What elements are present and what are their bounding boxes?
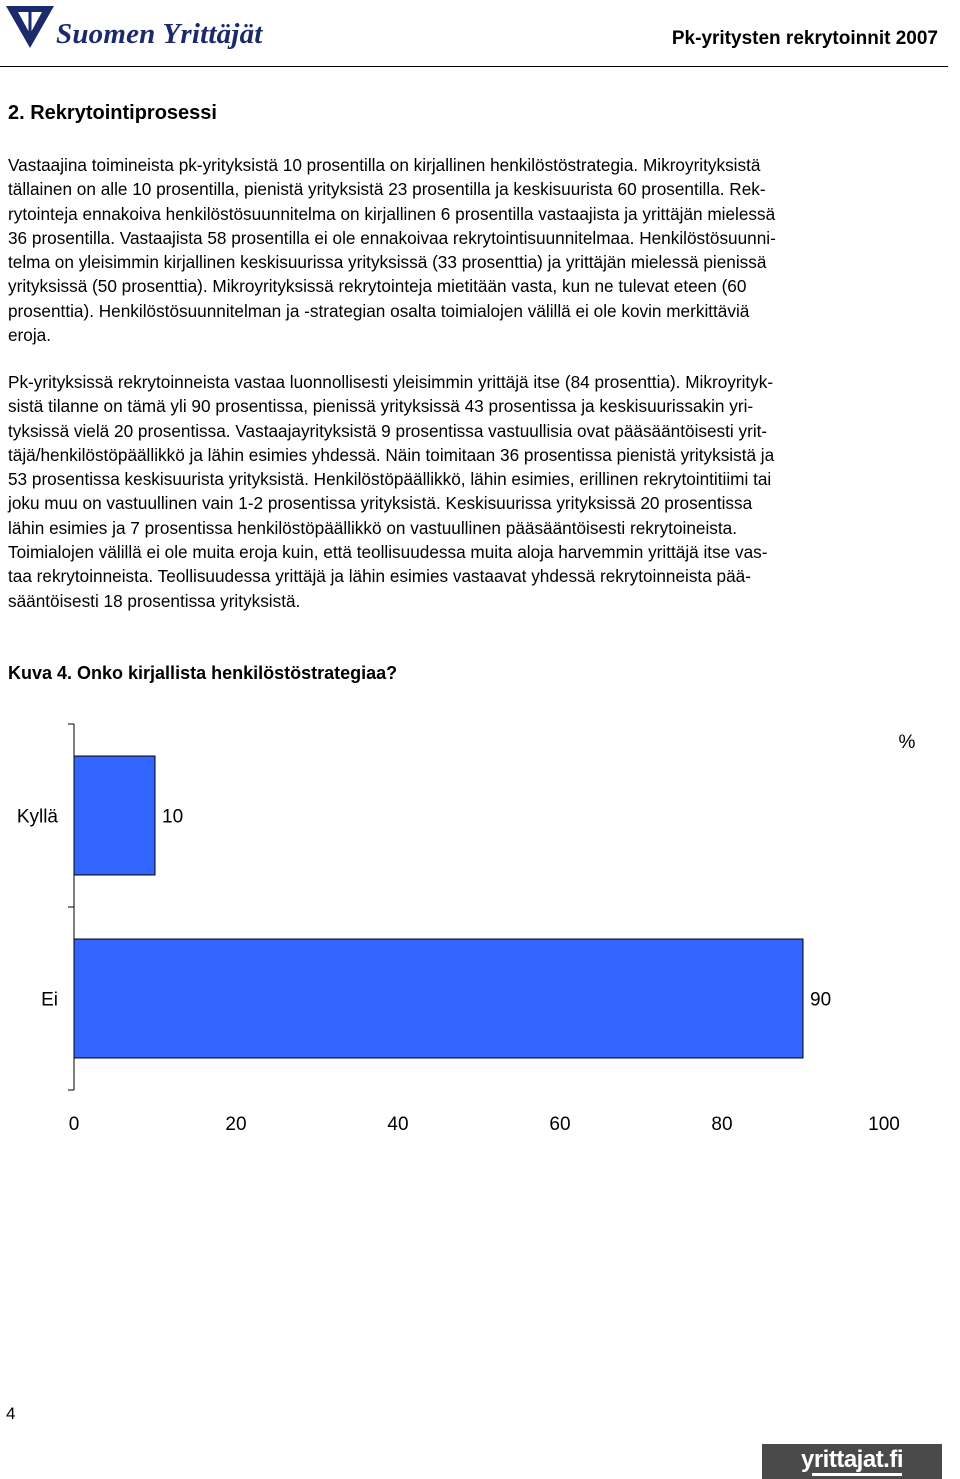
paragraph-line: prosenttia). Henkilöstösuunnitelman ja -strategian osalta toimialojen välillä ei ole kovin merkittäviä <box>8 300 750 321</box>
paragraph-line: lähin esimies ja 7 prosentissa henkilöstöpäällikkö on vastuullinen pääsääntöisesti rekrytoineista. <box>8 517 737 538</box>
paragraph-line: Pk-yrityksissä rekrytoinneista vastaa luonnollisesti yleisimmin yrittäjä itse (84 prosenttia). Mikroyrityk- <box>8 372 774 392</box>
section-heading: 2. Rekrytointiprosessi <box>8 102 217 124</box>
paragraph-line: yrityksissä (50 prosenttia). Mikroyrityksissä rekrytointeja mietitään vasta, kun ne tulevat eteen (60 <box>8 276 747 297</box>
page-number: 4 <box>6 1404 16 1423</box>
paragraph-line: täjä/henkilöstöpäällikkö ja lähin esimies yhdessä. Näin toimitaan 36 prosentissa pienistä yrityksistä ja <box>8 444 775 465</box>
paragraph-line: sistä tilanne on tämä yli 90 prosentissa, pienissä yrityksissä 43 prosentissa ja keskisuurissakin yri- <box>8 396 754 417</box>
paragraph-strategy <box>8 153 948 347</box>
chart-svg <box>0 700 960 1160</box>
paragraph-line: Toimialojen välillä ei ole muita eroja kuin, että teollisuudessa muita aloja harvemmin yrittäjä itse vas- <box>8 542 768 563</box>
paragraph-line: 36 prosentilla. Vastaajista 58 prosentilla ei ole ennakoivaa rekrytointisuunnitelmaa. Henkilöstösuunni- <box>8 227 776 248</box>
data-label: 90 <box>810 989 832 1011</box>
paragraph-responsibility <box>8 370 948 613</box>
x-tick-label: 100 <box>868 1114 900 1135</box>
footer-logo-underline <box>812 1473 902 1476</box>
header-divider <box>0 66 948 67</box>
bar-ei <box>74 939 803 1058</box>
paragraph-line: taa rekrytoinneista. Teollisuudessa yrittäjä ja lähin esimies vastaavat yhdessä rekrytoinneista pää- <box>8 566 751 587</box>
logo-triangle-icon <box>4 2 64 54</box>
suomen-yrittajat-logo <box>4 2 264 54</box>
figure-caption: Kuva 4. Onko kirjallista henkilöstöstrategiaa? <box>8 663 398 683</box>
paragraph-line: 53 prosentissa keskisuurista yrityksistä. Henkilöstöpäällikkö, lähin esimies, erillinen rekrytointitiimi tai <box>8 469 772 490</box>
x-tick-label: 80 <box>711 1114 733 1135</box>
paragraph-line: joku muu on vastuullinen vain 1-2 prosentissa yrityksistä. Keskisuurissa yrityksissä 20 prosentissa <box>8 493 753 514</box>
footer-logo-text: yrittajat.fi <box>800 1446 904 1473</box>
paragraph-line: telma on yleisimmin kirjallinen keskisuurissa yrityksissä (33 prosenttia) ja yrittäjän mielessä pienissä <box>8 252 767 273</box>
x-tick-label: 20 <box>225 1114 247 1135</box>
page-header <box>0 0 960 68</box>
paragraph-line: rytointeja ennakoiva henkilöstösuunnitelma on kirjallinen 6 prosentilla vastaajista ja yrittäjän mielessä <box>8 203 776 224</box>
org-name: Suomen Yrittäjät <box>56 18 263 50</box>
paragraph-line: Vastaajina toimineista pk-yrityksistä 10 prosentilla on kirjallinen henkilöstöstrategia. Mikroyrityksistä <box>8 155 761 175</box>
data-label: 10 <box>162 806 184 828</box>
x-tick-label: 60 <box>549 1114 571 1135</box>
paragraph-line: eroja. <box>8 325 51 346</box>
bar-kyll- <box>74 756 155 875</box>
category-label: Ei <box>41 989 58 1011</box>
paragraph-line: tällainen on alle 10 prosentilla, pienistä yrityksistä 23 prosentilla ja keskisuurista 60 prosentilla. Rek- <box>8 179 766 200</box>
x-tick-label: 40 <box>387 1114 409 1135</box>
strategy-bar-chart <box>0 700 960 1160</box>
unit-label: % <box>898 732 916 753</box>
paragraph-line: tyksissä vielä 20 prosentissa. Vastaajayrityksistä 9 prosentissa vastuullisia ovat pääsääntöisesti yrit- <box>8 420 768 441</box>
document-title: Pk-yritysten rekrytoinnit 2007 <box>671 28 938 49</box>
paragraph-line: sääntöisesti 18 prosentissa yrityksistä. <box>8 590 301 611</box>
category-label: Kyllä <box>16 806 58 828</box>
yrittajat-fi-logo <box>762 1444 942 1479</box>
x-tick-label: 0 <box>68 1114 80 1135</box>
